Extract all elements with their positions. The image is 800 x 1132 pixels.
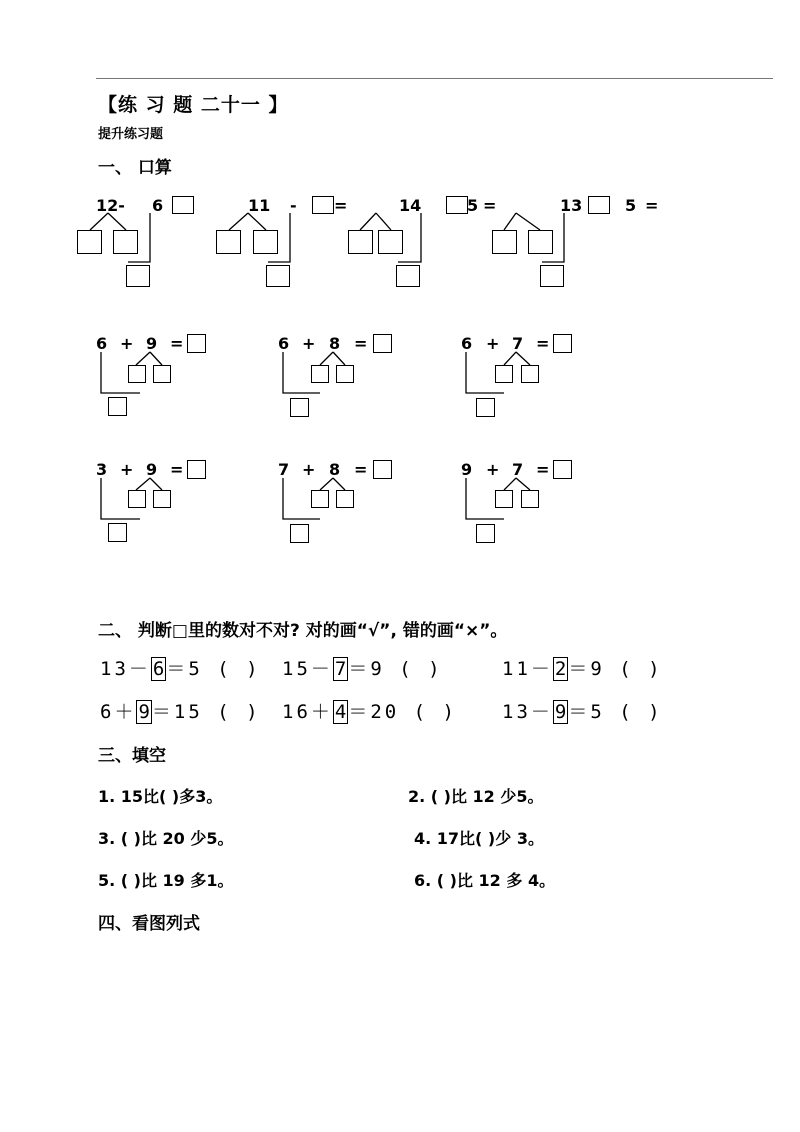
page-subtitle: 提升练习题 [98,127,164,142]
connector [283,352,345,393]
r3p3-eq: = [536,460,550,479]
r3p3-op: + [486,460,500,479]
r1p2-eq: = [334,196,348,215]
r1p2-b: - [290,196,297,215]
r2p3-eq: = [536,334,550,353]
fill-item-4: 4. 17比( )少 3。 [414,829,544,848]
fill-item-6: 6. ( )比 12 多 4。 [414,871,556,890]
connector [360,213,421,262]
boxed-number: 6 [152,658,165,680]
r2p2-op: + [302,334,316,353]
r2p1-b: 9 [146,334,158,353]
boxed-number: 4 [334,701,347,723]
r1p1-b: 6 [152,196,164,215]
r1p4-b: 5 [625,196,637,215]
r3p1-a: 3 [96,460,108,479]
r3p1-b: 9 [146,460,158,479]
page-title: 【练 习 题 二十一 】 [98,94,289,116]
section-2-heading: 二、 判断□里的数对不对? 对的画“√”, 错的画“×”。 [98,621,508,641]
r2p2-b: 8 [329,334,341,353]
section-1-heading: 一、 口算 [98,158,172,178]
connector [504,213,564,262]
fill-item-2: 2. ( )比 12 少5。 [408,787,544,806]
r3p3-b: 7 [512,460,524,479]
r2p2-a: 6 [278,334,290,353]
boxed-number: 9 [554,701,567,723]
connector [90,213,150,262]
r1p2-a: 11 [248,196,271,215]
judge-item-1: 13－ 6 ＝5 ( ) [100,658,261,680]
boxed-number: 9 [138,701,150,723]
section-4-heading: 四、看图列式 [98,914,200,934]
connector [466,352,530,393]
connector [229,213,290,262]
fill-item-3: 3. ( )比 20 少5。 [98,829,234,848]
r1p4-eq: = [645,196,659,215]
r3p1-eq: = [170,460,184,479]
r3p3-a: 9 [461,460,473,479]
connector [283,478,345,519]
r2p3-a: 6 [461,334,473,353]
judge-item-6: 13－ 9 ＝5 ( ) [502,701,663,723]
connector [466,478,530,519]
fill-item-1: 1. 15比( )多3。 [98,787,223,806]
r3p2-eq: = [354,460,368,479]
r3p2-b: 8 [329,460,341,479]
r2p2-eq: = [354,334,368,353]
r1p3-a: 14 [399,196,422,215]
r3p1-op: + [120,460,134,479]
section-3-heading: 三、填空 [98,746,166,766]
r2p1-eq: = [170,334,184,353]
judge-item-3: 11－ 2 ＝9 ( ) [502,658,663,680]
r1p3-eq: = [483,196,497,215]
r2p3-b: 7 [512,334,524,353]
boxed-number: 2 [554,658,567,680]
boxed-number: 7 [334,658,347,680]
r2p3-op: + [486,334,500,353]
fill-item-5: 5. ( )比 19 多1。 [98,871,234,890]
judge-item-5: 16＋ 4 ＝20 ( ) [282,701,457,723]
connector [101,352,162,393]
r2p1-op: + [120,334,134,353]
judge-item-4: 6＋ 9 ＝15 ( ) [100,701,261,723]
connector [101,478,162,519]
r3p2-op: + [302,460,316,479]
r1p1-a: 12- [96,196,125,215]
r1p4-a: 13 [560,196,583,215]
r2p1-a: 6 [96,334,108,353]
judge-item-2: 15－ 7 ＝9 ( ) [282,658,443,680]
r3p2-a: 7 [278,460,290,479]
r1p3-b: 5 [467,196,479,215]
